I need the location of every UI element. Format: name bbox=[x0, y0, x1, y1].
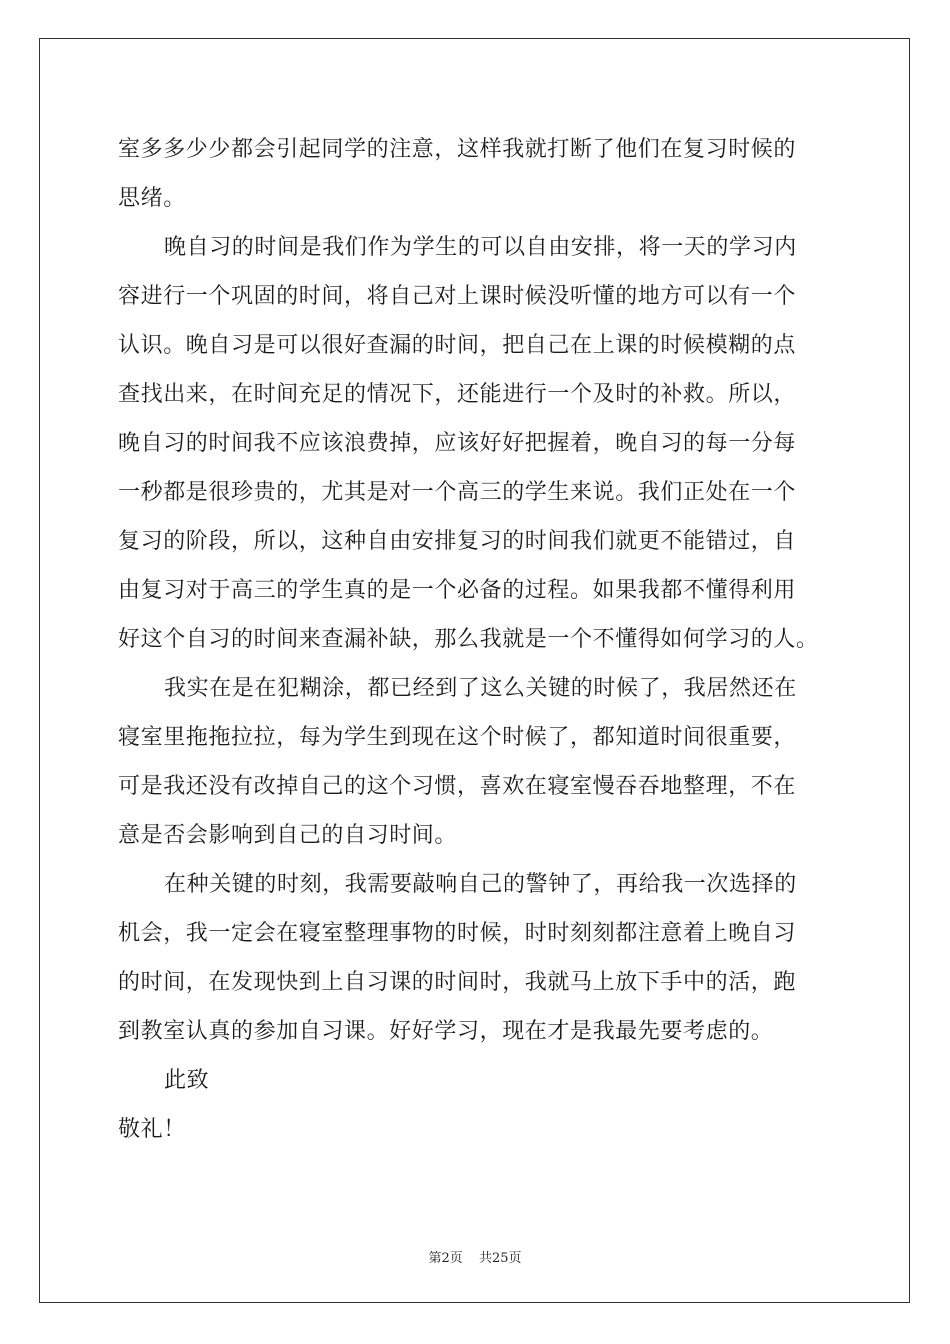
text-line: 容进行一个巩固的时间，将自己对上课时候没听懂的地方可以有一个 bbox=[118, 284, 797, 309]
document-body bbox=[118, 128, 838, 1157]
closing-salutation: 此致 bbox=[164, 1068, 210, 1093]
paragraph-start-line: 我实在是在犯糊涂，都已经到了这么关键的时候了，我居然还在 bbox=[164, 676, 797, 701]
closing-regards: 敬礼！ bbox=[118, 1117, 186, 1142]
text-line: 机会，我一定会在寝室整理事物的时候，时时刻刻都注意着上晚自习 bbox=[118, 921, 797, 946]
text-line: 室多多少少都会引起同学的注意，这样我就打断了他们在复习时候的 bbox=[118, 137, 797, 162]
page-total: 共25页 bbox=[478, 1251, 522, 1266]
page-number: 第2页 bbox=[428, 1251, 463, 1266]
text-line: 的时间，在发现快到上自习课的时间时，我就马上放下手中的活，跑 bbox=[118, 970, 797, 995]
text-line: 思绪。 bbox=[118, 186, 186, 211]
text-line: 晚自习的时间我不应该浪费掉，应该好好把握着，晚自习的每一分每 bbox=[118, 431, 797, 456]
text-line: 复习的阶段，所以，这种自由安排复习的时间我们就更不能错过，自 bbox=[118, 529, 797, 554]
text-line: 寝室里拖拖拉拉，每为学生到现在这个时候了，都知道时间很重要， bbox=[118, 725, 797, 750]
paragraph-start-line: 在种关键的时刻，我需要敲响自己的警钟了，再给我一次选择的 bbox=[164, 872, 797, 897]
text-line: 可是我还没有改掉自己的这个习惯，喜欢在寝室慢吞吞地整理，不在 bbox=[118, 774, 797, 799]
text-line: 认识。晚自习是可以很好查漏的时间，把自己在上课的时候模糊的点 bbox=[118, 333, 797, 358]
text-line: 一秒都是很珍贵的，尤其是对一个高三的学生来说。我们正处在一个 bbox=[118, 480, 797, 505]
text-line: 到教室认真的参加自习课。好好学习，现在才是我最先要考虑的。 bbox=[118, 1019, 774, 1044]
page-footer bbox=[0, 1247, 950, 1266]
text-line: 好这个自习的时间来查漏补缺，那么我就是一个不懂得如何学习的人。 bbox=[118, 627, 819, 652]
text-line: 查找出来，在时间充足的情况下，还能进行一个及时的补救。所以， bbox=[118, 382, 797, 407]
text-line: 意是否会影响到自己的自习时间。 bbox=[118, 823, 458, 848]
text-line: 由复习对于高三的学生真的是一个必备的过程。如果我都不懂得利用 bbox=[118, 578, 797, 603]
paragraph-start-line: 晚自习的时间是我们作为学生的可以自由安排，将一天的学习内 bbox=[164, 235, 797, 260]
